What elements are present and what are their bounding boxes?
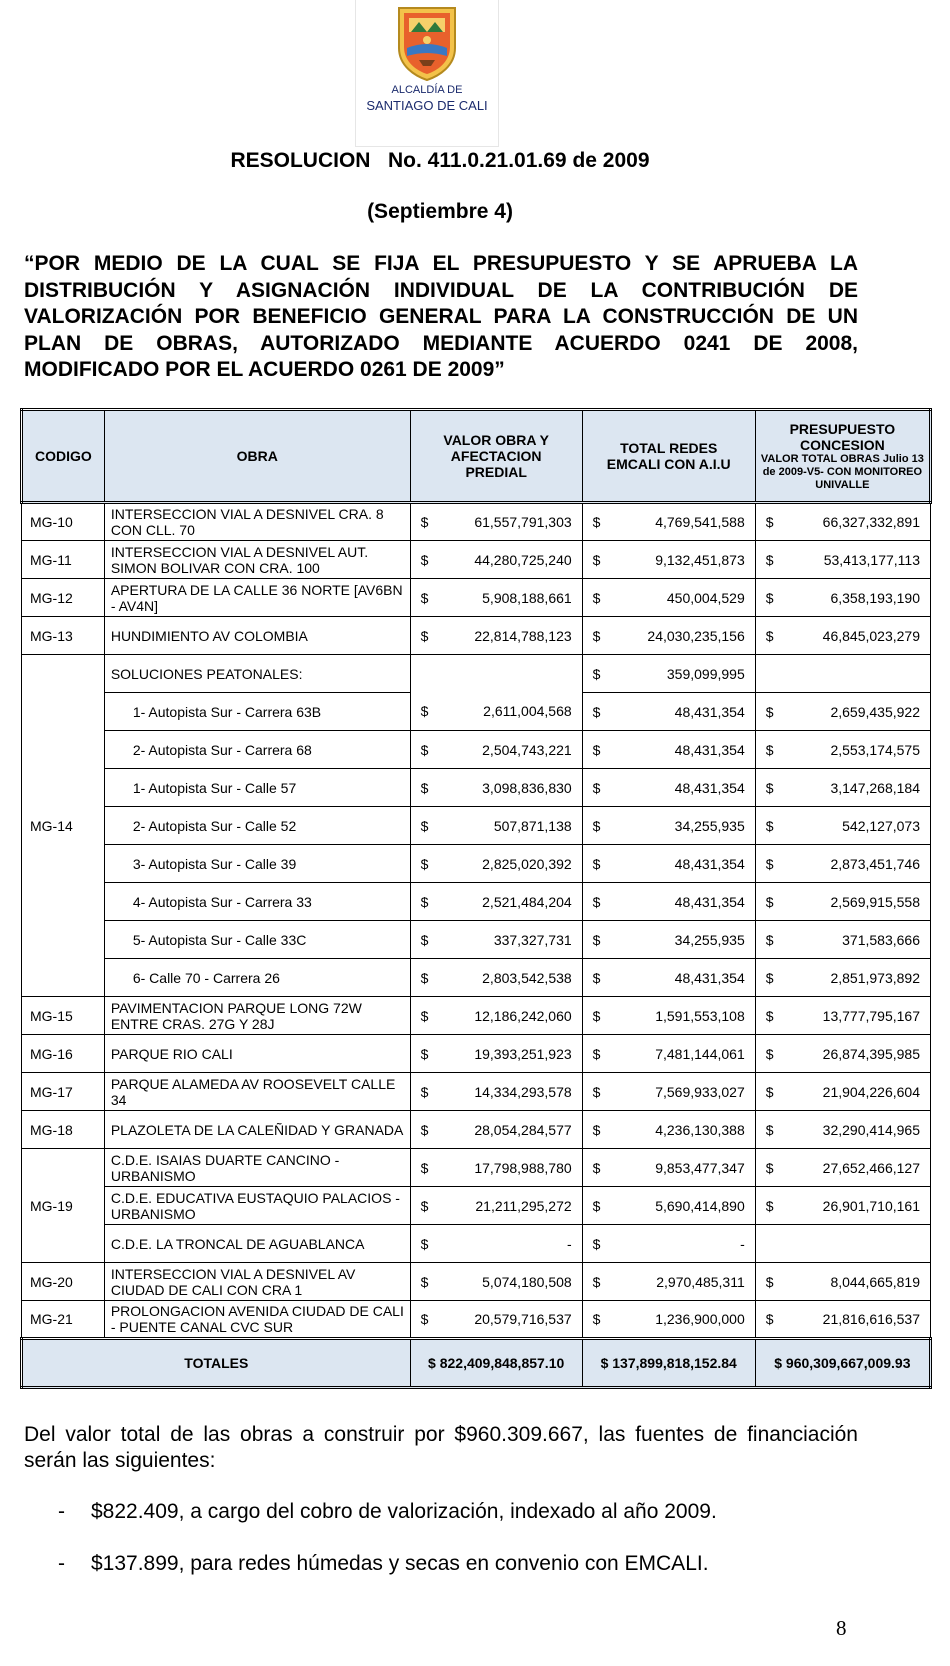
resolution-title: RESOLUCION No. 411.0.21.01.69 de 2009 [230,149,650,172]
row-presupuesto [755,541,930,579]
row-valor [410,731,582,769]
row-obra: 2- Autopista Sur - Calle 52 [104,807,410,845]
row-presupuesto [755,1187,930,1225]
row-redes [582,1263,755,1301]
row-valor [410,997,582,1035]
row-obra: HUNDIMIENTO AV COLOMBIA [104,617,410,655]
table-row [22,503,931,541]
row-code: MG-10 [22,503,105,541]
row-valor [410,1263,582,1301]
row-obra-heading: SOLUCIONES PEATONALES: [104,655,410,693]
row-obra: PARQUE ALAMEDA AV ROOSEVELT CALLE 34 [104,1073,410,1111]
amount: 48,431,354 [674,741,745,758]
row-redes [582,1301,755,1339]
coat-of-arms-icon [395,4,459,82]
currency-symbol: $ [420,855,429,872]
table-row [22,541,931,579]
currency-symbol: $ [420,1235,429,1252]
currency-symbol: $ [420,1045,429,1062]
currency-symbol: $ [420,1007,429,1024]
amount: 2,825,020,392 [482,855,572,872]
totals-presupuesto: $ 960,309,667,009.93 [755,1339,930,1388]
amount: 21,816,616,537 [822,1311,920,1327]
amount: 14,334,293,578 [474,1083,572,1100]
amount: 2,569,915,558 [830,893,920,910]
currency-symbol: $ [765,589,774,606]
table-row [22,1301,931,1339]
amount: 32,290,414,965 [822,1121,920,1138]
row-obra: PLAZOLETA DE LA CALEÑIDAD Y GRANADA [104,1111,410,1149]
row-obra: 1- Autopista Sur - Carrera 63B [104,693,410,731]
row-valor [410,541,582,579]
currency-symbol: $ [420,703,429,720]
row-code: MG-12 [22,579,105,617]
currency-symbol: $ [592,1159,601,1176]
row-code: MG-15 [22,997,105,1035]
amount: 48,431,354 [674,893,745,910]
amount: 2,521,484,204 [482,893,572,910]
amount: 46,845,023,279 [822,627,920,644]
currency-symbol: $ [592,1273,601,1290]
currency-symbol: $ [420,589,429,606]
row-obra: 6- Calle 70 - Carrera 26 [104,959,410,997]
row-presupuesto [755,1073,930,1111]
row-obra: 3- Autopista Sur - Calle 39 [104,845,410,883]
row-obra: INTERSECCION VIAL A DESNIVEL AUT. SIMON BOLIVAR CON CRA. 100 [104,541,410,579]
row-code: MG-18 [22,1111,105,1149]
row-redes [582,579,755,617]
currency-symbol: $ [420,1083,429,1100]
currency-symbol: $ [420,817,429,834]
amount: 34,255,935 [674,817,745,834]
amount: 26,874,395,985 [822,1045,920,1062]
amount: 4,236,130,388 [655,1121,745,1138]
logo-line-1: ALCALDÍA DE [391,84,463,96]
row-presupuesto [755,959,930,997]
table-row [22,997,931,1035]
header-valor: VALOR OBRA Y AFECTACION PREDIAL [410,410,582,503]
row-presupuesto [755,845,930,883]
row-presupuesto [755,503,930,541]
currency-symbol: $ [765,1007,774,1024]
row-presupuesto [755,1263,930,1301]
table-row [22,883,931,921]
row-presupuesto [755,693,930,731]
resolution-subject: “POR MEDIO DE LA CUAL SE FIJA EL PRESUPUESTO Y SE APRUEBA LA DISTRIBUCIÓN Y ASIGNACIÓN INDIVIDUAL DE LA CONTRIBUCIÓN DE VALORIZACIÓN POR BENEFICIO GENERAL PARA LA CONSTRUCCIÓN DE UN PLAN DE OBRAS, AUTORIZADO MEDIANTE ACUERDO 0241 DE 2008, MODIFICADO POR EL ACUERDO 0261 DE 2009” [24,252,858,381]
currency-symbol: $ [592,741,601,758]
amount: 359,099,995 [666,665,745,682]
amount: 9,853,477,347 [655,1159,745,1176]
amount: 2,851,973,892 [830,969,920,986]
header-presupuesto-title: PRESUPUESTO CONCESION [789,420,896,453]
table-row [22,807,931,845]
row-redes [582,617,755,655]
amount: 2,659,435,922 [830,703,920,720]
amount: 44,280,725,240 [474,551,572,568]
currency-symbol: $ [420,931,429,948]
row-redes [582,769,755,807]
row-redes [582,1073,755,1111]
amount: 7,481,144,061 [655,1045,745,1062]
currency-symbol: $ [420,1311,429,1327]
row-presupuesto [755,617,930,655]
bullet-text: $822.409, a cargo del cobro de valorización, indexado al año 2009. [91,1500,717,1523]
currency-symbol: $ [592,931,601,948]
amount: 66,327,332,891 [822,514,920,530]
currency-symbol: $ [592,1121,601,1138]
row-presupuesto [755,1225,930,1263]
amount: 12,186,242,060 [474,1007,572,1024]
currency-symbol: $ [420,893,429,910]
amount: 2,504,743,221 [482,741,572,758]
row-redes [582,693,755,731]
amount: 542,127,073 [842,817,920,834]
amount: 7,569,933,027 [655,1083,745,1100]
currency-symbol: $ [765,1311,774,1327]
amount: 34,255,935 [674,931,745,948]
row-redes [582,959,755,997]
currency-symbol: $ [592,627,601,644]
row-redes [582,1149,755,1187]
amount: 9,132,451,873 [655,551,745,568]
amount: 48,431,354 [674,703,745,720]
currency-symbol: $ [592,969,601,986]
amount: - [567,1235,572,1252]
row-redes [582,921,755,959]
currency-symbol: $ [592,893,601,910]
currency-symbol: $ [765,969,774,986]
budget-table [20,408,932,1389]
table-row [22,1187,931,1225]
row-valor [410,1073,582,1111]
currency-symbol: $ [765,514,774,530]
currency-symbol: $ [765,703,774,720]
row-obra: C.D.E. EDUCATIVA EUSTAQUIO PALACIOS - URBANISMO [104,1187,410,1225]
totals-row [22,1339,931,1388]
row-obra: 2- Autopista Sur - Carrera 68 [104,731,410,769]
table-row [22,845,931,883]
row-presupuesto [755,769,930,807]
budget-table-container [20,408,932,1398]
amount: 5,074,180,508 [482,1273,572,1290]
row-redes [582,731,755,769]
row-code: MG-16 [22,1035,105,1073]
row-valor [410,883,582,921]
currency-symbol: $ [765,779,774,796]
row-valor [410,1225,582,1263]
row-presupuesto [755,1149,930,1187]
currency-symbol: $ [420,969,429,986]
row-obra: 1- Autopista Sur - Calle 57 [104,769,410,807]
amount: 48,431,354 [674,855,745,872]
row-obra: PAVIMENTACION PARQUE LONG 72W ENTRE CRAS. 27G Y 28J [104,997,410,1035]
row-presupuesto [755,807,930,845]
amount: 450,004,529 [666,589,745,606]
currency-symbol: $ [765,893,774,910]
table-row [22,1225,931,1263]
bullet-mark: - [58,1552,65,1575]
currency-symbol: $ [765,627,774,644]
currency-symbol: $ [765,931,774,948]
currency-symbol: $ [592,779,601,796]
table-row [22,1263,931,1301]
row-valor [410,579,582,617]
amount: 507,871,138 [493,817,572,834]
table-row [22,655,931,693]
currency-symbol: $ [420,551,429,568]
currency-symbol: $ [765,1197,774,1214]
row-presupuesto [755,1111,930,1149]
amount: 28,054,284,577 [474,1121,572,1138]
row-valor [410,693,582,731]
currency-symbol: $ [765,1045,774,1062]
row-valor [410,807,582,845]
header-redes: TOTAL REDES EMCALI CON A.I.U [582,410,755,503]
amount: 6,358,193,190 [830,589,920,606]
currency-symbol: $ [765,1121,774,1138]
currency-symbol: $ [592,817,601,834]
header-presupuesto [755,410,930,503]
city-logo [355,0,499,147]
row-code: MG-11 [22,541,105,579]
amount: 2,553,174,575 [830,741,920,758]
amount: 5,690,414,890 [655,1197,745,1214]
table-header-row [22,410,931,503]
amount: 2,970,485,311 [656,1273,745,1290]
currency-symbol: $ [592,1045,601,1062]
table-body [22,503,931,1339]
amount: 26,901,710,161 [822,1197,920,1214]
table-row [22,1149,931,1187]
row-code: MG-14 [22,655,105,997]
row-redes [582,541,755,579]
currency-symbol: $ [765,551,774,568]
currency-symbol: $ [765,817,774,834]
header-obra: OBRA [104,410,410,503]
header-presupuesto-note: VALOR TOTAL OBRAS Julio 13 de 2009-V5- CON MONITOREO UNIVALLE [760,452,924,491]
resolution-date: (Septiembre 4) [367,200,513,223]
currency-symbol: $ [420,1159,429,1176]
row-valor [410,1149,582,1187]
amount: 2,611,004,568 [483,703,572,720]
row-valor [410,503,582,541]
amount: 3,098,836,830 [482,779,572,796]
table-row [22,617,931,655]
currency-symbol: $ [592,1235,601,1252]
row-obra: C.D.E. ISAIAS DUARTE CANCINO - URBANISMO [104,1149,410,1187]
totals-redes: $ 137,899,818,152.84 [582,1339,755,1388]
row-presupuesto [755,1035,930,1073]
page-number: 8 [836,1616,847,1640]
currency-symbol: $ [420,627,429,644]
row-redes [582,1035,755,1073]
amount: 2,873,451,746 [830,855,920,872]
row-obra: APERTURA DE LA CALLE 36 NORTE [AV6BN - AV4N] [104,579,410,617]
table-row [22,769,931,807]
amount: 21,211,295,272 [475,1197,572,1214]
logo-line-2: SANTIAGO DE CALI [366,98,488,113]
currency-symbol: $ [765,1159,774,1176]
row-valor [410,921,582,959]
row-redes [582,503,755,541]
row-redes [582,1111,755,1149]
amount: 20,579,716,537 [474,1311,572,1327]
amount: 53,413,177,113 [823,551,920,568]
amount: 13,777,795,167 [822,1007,920,1024]
amount: 48,431,354 [674,779,745,796]
row-valor [410,617,582,655]
row-valor [410,845,582,883]
currency-symbol: $ [592,855,601,872]
table-row [22,693,931,731]
currency-symbol: $ [592,589,601,606]
totals-label: TOTALES [22,1339,411,1388]
row-redes [582,883,755,921]
currency-symbol: $ [765,741,774,758]
row-obra: 5- Autopista Sur - Calle 33C [104,921,410,959]
row-valor [410,1111,582,1149]
currency-symbol: $ [592,551,601,568]
row-valor [410,1301,582,1339]
currency-symbol: $ [420,779,429,796]
bullet-mark: - [58,1500,65,1523]
currency-symbol: $ [420,514,429,530]
amount: 3,147,268,184 [830,779,920,796]
row-obra: PARQUE RIO CALI [104,1035,410,1073]
row-obra: PROLONGACION AVENIDA CIUDAD DE CALI - PUENTE CANAL CVC SUR [104,1301,410,1339]
row-code: MG-19 [22,1149,105,1263]
currency-symbol: $ [592,665,601,682]
row-redes [582,1187,755,1225]
amount: 1,236,900,000 [655,1311,745,1327]
totals-valor: $ 822,409,848,857.10 [410,1339,582,1388]
table-row [22,921,931,959]
row-code: MG-13 [22,617,105,655]
header-codigo: CODIGO [22,410,105,503]
amount: 24,030,235,156 [647,627,745,644]
table-row [22,731,931,769]
amount: 22,814,788,123 [474,627,572,644]
currency-symbol: $ [592,1083,601,1100]
row-obra: 4- Autopista Sur - Carrera 33 [104,883,410,921]
currency-symbol: $ [765,1083,774,1100]
amount: 2,803,542,538 [482,969,572,986]
row-valor [410,959,582,997]
table-row [22,1111,931,1149]
currency-symbol: $ [420,1273,429,1290]
currency-symbol: $ [592,1197,601,1214]
row-redes [582,1225,755,1263]
row-presupuesto [755,655,930,693]
row-presupuesto [755,579,930,617]
currency-symbol: $ [592,703,601,720]
table-row [22,1035,931,1073]
currency-symbol: $ [765,855,774,872]
amount: 27,652,466,127 [822,1159,920,1176]
row-valor [410,655,582,693]
currency-symbol: $ [592,1311,601,1327]
row-redes [582,845,755,883]
financing-paragraph: Del valor total de las obras a construir por $960.309.667, las fuentes de financiación serán las siguientes: [24,1423,858,1472]
row-redes [582,997,755,1035]
currency-symbol: $ [592,514,601,530]
row-valor [410,1035,582,1073]
row-code: MG-20 [22,1263,105,1301]
amount: 337,327,731 [493,931,572,948]
amount: 17,798,988,780 [474,1159,572,1176]
row-valor [410,769,582,807]
row-obra: INTERSECCION VIAL A DESNIVEL AV CIUDAD DE CALI CON CRA 1 [104,1263,410,1301]
amount: 48,431,354 [674,969,745,986]
amount: 1,591,553,108 [655,1007,745,1024]
amount: - [740,1235,745,1252]
amount: 5,908,188,661 [482,589,572,606]
row-presupuesto [755,1301,930,1339]
amount: 61,557,791,303 [474,514,572,530]
row-obra: C.D.E. LA TRONCAL DE AGUABLANCA [104,1225,410,1263]
row-valor [410,1187,582,1225]
table-row [22,1073,931,1111]
currency-symbol: $ [420,1121,429,1138]
amount: 21,904,226,604 [822,1083,920,1100]
row-redes [582,807,755,845]
table-row [22,959,931,997]
row-code: MG-21 [22,1301,105,1339]
row-redes [582,655,755,693]
amount: 371,583,666 [842,931,920,948]
amount: 19,393,251,923 [474,1045,572,1062]
currency-symbol: $ [420,741,429,758]
amount: 4,769,541,588 [655,514,745,530]
row-presupuesto [755,997,930,1035]
row-code: MG-17 [22,1073,105,1111]
currency-symbol: $ [420,1197,429,1214]
row-obra: INTERSECCION VIAL A DESNIVEL CRA. 8 CON CLL. 70 [104,503,410,541]
row-presupuesto [755,883,930,921]
amount: 8,044,665,819 [830,1273,920,1290]
table-row [22,579,931,617]
bullet-text: $137.899, para redes húmedas y secas en convenio con EMCALI. [91,1552,709,1575]
currency-symbol: $ [765,1273,774,1290]
row-presupuesto [755,921,930,959]
row-presupuesto [755,731,930,769]
currency-symbol: $ [592,1007,601,1024]
